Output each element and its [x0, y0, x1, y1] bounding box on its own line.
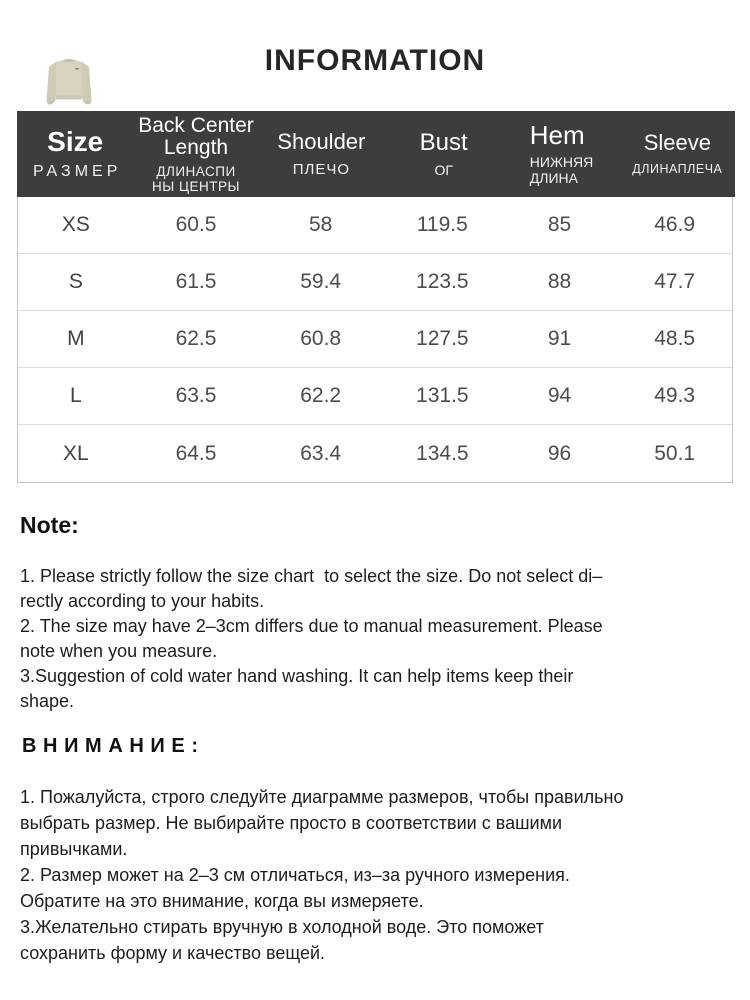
cell-hem: 85	[547, 213, 572, 236]
cell-back-center-length: 61.5	[175, 270, 217, 293]
header-bcl-ru-line1: ДЛИНАСПИ	[156, 163, 236, 179]
cell-shoulder: 62.2	[300, 384, 342, 407]
note-line: 3.Suggestion of cold water hand washing. It can help items keep their	[20, 666, 574, 686]
header-bcl-en-line2: Length	[163, 135, 229, 159]
cell-shoulder: 60.8	[300, 327, 342, 350]
note-heading: Note:	[20, 512, 79, 538]
cell-shoulder: 63.4	[300, 441, 342, 465]
cell-back-center-length: 64.5	[175, 441, 217, 465]
cell-back-center-length: 63.5	[175, 384, 217, 407]
cell-bust: 127.5	[416, 327, 469, 350]
header-cell-bust	[384, 111, 503, 197]
header-hem-en: Hem	[529, 119, 585, 150]
note-line: note when you measure.	[20, 641, 218, 661]
table-row-xl	[18, 425, 732, 482]
header-cell-back-center-length	[133, 111, 258, 197]
header-bcl-ru-line2: НЫ ЦЕНТРЫ	[152, 178, 240, 194]
header-sleeve-en: Sleeve	[643, 130, 711, 156]
cell-size: M	[67, 327, 85, 350]
attention-line: выбрать размер. Не выбирайте просто в соответствии с вашими	[20, 813, 563, 833]
cell-sleeve: 48.5	[654, 327, 696, 350]
header-cell-hem	[503, 111, 619, 197]
header-bust-en: Bust	[419, 129, 468, 157]
page-title: INFORMATION	[264, 44, 486, 77]
attention-line: 2. Размер может на 2–3 см отличаться, из–за ручного измерения.	[20, 865, 570, 885]
cell-bust: 123.5	[416, 270, 469, 293]
header-hem-ru-line1: НИЖНЯЯ	[529, 154, 594, 171]
cell-back-center-length: 60.5	[175, 213, 217, 236]
attention-line: привычками.	[20, 839, 128, 859]
cell-bust: 119.5	[416, 213, 468, 236]
cell-bust: 134.5	[416, 441, 469, 465]
cell-sleeve: 46.9	[654, 213, 696, 236]
note-text-en	[20, 564, 744, 714]
attention-line: сохранить форму и качество вещей.	[20, 943, 326, 963]
cell-size: XL	[62, 441, 89, 465]
header-bust-ru: ОГ	[434, 162, 453, 179]
cell-sleeve: 49.3	[654, 384, 696, 407]
cell-sleeve: 50.1	[654, 441, 696, 465]
cell-hem: 88	[547, 270, 572, 293]
header-hem-ru-line2: ДЛИНА	[529, 170, 578, 187]
cell-sleeve: 47.7	[654, 270, 696, 293]
cell-back-center-length: 62.5	[175, 327, 217, 350]
cell-size: L	[69, 384, 82, 407]
header-cell-shoulder	[259, 111, 384, 197]
table-row-l	[18, 368, 732, 425]
note-line: rectly according to your habits.	[20, 591, 265, 611]
attention-line: 1. Пожалуйста, строго следуйте диаграмме размеров, чтобы правильно	[20, 787, 624, 807]
header-cell-size	[17, 111, 133, 197]
cell-shoulder: 58	[308, 213, 333, 236]
header-sleeve-ru: ДЛИНАПЛЕЧА	[632, 162, 723, 177]
table-header-row	[17, 111, 735, 197]
cell-bust: 131.5	[416, 384, 469, 407]
cell-shoulder: 59.4	[300, 270, 342, 293]
header-bcl-en-line1: Back Center	[138, 113, 254, 137]
header-shoulder-ru: ПЛЕЧО	[292, 161, 350, 179]
cell-hem: 96	[547, 441, 572, 465]
size-chart-table	[17, 112, 733, 483]
cell-size: S	[68, 270, 83, 293]
note-line: shape.	[20, 691, 75, 711]
header-size-en: Size	[47, 125, 104, 157]
attention-line: Обратите на это внимание, когда вы измеряете.	[20, 891, 424, 911]
attention-heading: ВНИМАНИЕ:	[22, 735, 205, 757]
table-body	[18, 197, 732, 482]
cell-hem: 94	[547, 384, 572, 407]
attention-line: 3.Желательно стирать вручную в холодной воде. Это поможет	[20, 917, 544, 937]
note-line: 2. The size may have 2–3cm differs due to manual measurement. Please	[20, 616, 603, 636]
note-line: 1. Please strictly follow the size chart to select the size. Do not select di–	[20, 566, 603, 586]
header-cell-sleeve	[620, 111, 735, 197]
header-size-ru: РАЗМЕР	[32, 163, 122, 181]
note-text-ru	[20, 784, 744, 966]
cell-hem: 91	[547, 327, 572, 350]
header-shoulder-en: Shoulder	[277, 129, 366, 155]
cell-size: XS	[61, 213, 90, 236]
table-row-s	[18, 254, 732, 311]
table-row-xs	[18, 197, 732, 254]
table-row-m	[18, 311, 732, 368]
